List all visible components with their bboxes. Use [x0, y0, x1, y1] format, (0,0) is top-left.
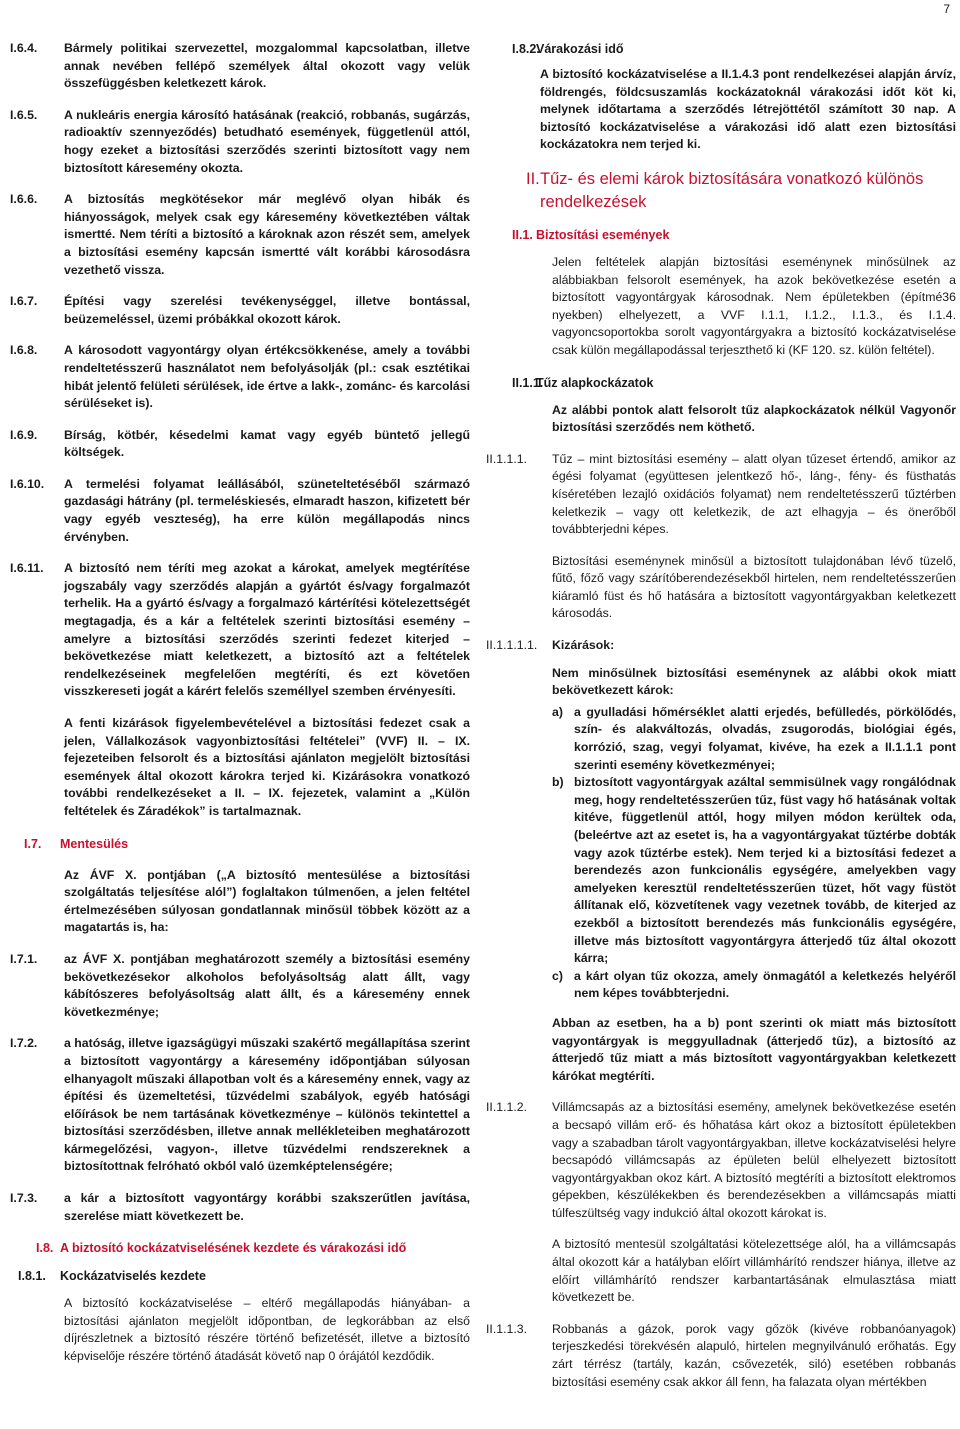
clause-text: Villámcsapás az a biztosítási esemény, amelynek bekövetkezése esetén a becsapó villám erő- és hőhatása kárt okoz a biztosított épületekben vagy a szabadban tárolt vagyontárgyakban, illetve kockázatviselési helyre becsapódó villámcsapás az épületen belül elhelyezett biztosított vagyontárgyakban okoz kárt. A biztosító megtéríti a biztosított elektromos gépekben, készülékekben és berendezésekben a villámcsapás miatti túlfeszültség vagy indukció által okozott károkat is. [552, 1100, 956, 1220]
section-title: Biztosítási események [536, 227, 670, 242]
list-label: a) [552, 704, 563, 719]
section-text: Az alábbi pontok alatt felsorolt tűz alapkockázatok nélkül Vagyonőr biztosítási szerződés nem köthető. [552, 402, 956, 435]
clause-i669 [10, 427, 470, 462]
clause-i6611 [10, 560, 470, 820]
section-title: Mentesülés [60, 836, 129, 851]
clause-i73 [10, 1190, 470, 1225]
section-title: Tűz alapkockázatok [536, 375, 654, 390]
page-number: 7 [943, 2, 950, 16]
clause-text-2: A fenti kizárások figyelembevételével a biztosítási fedezet csak a jelen, Vállalkozások vagyonbiztosítási feltételei” (VVF) II. – IX. fejezeteiben felsorolt és a biztosítási ajánlaton megjelölt biztosítási események által okozott károkra terjed ki. Kizárásokra vonatkozó további rendelkezéseket a II. – IX. fejezetek, valamint a „Külön feltételek és Záradékok” is tartalmaznak. [64, 716, 470, 818]
list-text: a gyulladási hőmérséklet alatti erjedés, befülledés, pörkölődés, szín- és alakváltozás, olvadás, zsugorodás, biológiai égés, korrózió, szag, vegyi folyamat, kivéve, ha ezek a II.1.1.1 pont szerinti esemény következményei; [574, 704, 956, 772]
section-intro: Az ÁVF X. pontjában („A biztosító mentesülése a biztosítási szolgáltatás teljesítése alól”) foglaltakon túlmenően, a jelen feltétel értelmezésében súlyosan gondatlannak minősül többek között az a magatartás is, ha: [64, 867, 470, 935]
exclusion-list [552, 704, 956, 1003]
list-label: c) [552, 968, 563, 983]
clause-number: I.7.3. [10, 1191, 38, 1206]
clause-intro: Nem minősülnek biztosítási eseménynek az alábbi okok miatt bekövetkezett károk: [552, 665, 956, 698]
clause-text: Robbanás a gázok, porok vagy gőzök (kivéve robbanóanyagok) terjeszkedési törekvésén alapuló, hirtelen megnyilvánuló erőhatás. Egy zárt térrész (tartály, kazán, csővezeték, siló) esetében robbanás biztosítási esemény csak akkor áll fenn, ha falazata olyan mértékben [552, 1321, 956, 1389]
clause-number: I.7.2. [10, 1036, 38, 1051]
list-item [552, 704, 956, 774]
section-text: A biztosító kockázatviselése a II.1.4.3 pont rendelkezései alapján árvíz, földrengés, földcsuszamlás kockázatoknál várakozási időt köt ki, melynek időtartama a szerződés létrejöttétől számított 30 nap. A biztosító kockázatviselése a várakozási idő alatt ezen biztosítási kockázatokra nem terjed ki. [540, 67, 956, 152]
section-number: I.7. [24, 836, 42, 851]
clause-ii113 [486, 1321, 956, 1391]
section-number: I.8.2. [512, 42, 540, 56]
clause-text: A biztosító nem téríti meg azokat a károkat, amelyek megtérítése jogszabály vagy szerződés alapján a gyártót és/vagy forgalmazót terhelik. Ha a gyártó és/vagy a forgalmazó kártérítési kötelezettségét megtagadja, és a kár a feltételek szerinti biztosítási esemény – amelyre a biztosítási szerződés szerinti fedezet kiterjed – bekövetkezése miatt keletkezett, a biztosító azt a feltételek rendelkezéseinek megfelelően megtéríti, és ezt követően visszkereseti jogát a kárért felelős személlyel szemben érvényesíti. [64, 561, 470, 699]
clause-number: II.1.1.1.1. [486, 638, 538, 653]
clause-ii1111 [486, 637, 956, 1085]
clause-i71 [10, 951, 470, 1021]
section-number: I.8. [36, 1241, 54, 1256]
chapter-ii [526, 168, 956, 214]
clause-title: Kizárások: [552, 638, 615, 653]
clause-text: Építési vagy szerelési tevékenységgel, illetve bontással, beüzemeléssel, üzemi próbákkal okozott károk. [64, 294, 470, 326]
section-i7 [10, 835, 470, 937]
section-number: II.1. [512, 227, 533, 242]
clause-text: Bármely politikai szervezettel, mozgalommal kapcsolatban, illetve annak nevében fellépő személyek által okozott vagy velük összefüggésben keletkezett károk. [64, 41, 470, 91]
clause-number: II.1.1.1. [486, 451, 528, 466]
clause-text: A termelési folyamat leállásából, szüneteltetéséből származó gazdasági hátrány (pl. termeléskiesés, elmaradt haszon, kifizetett bér vagy egyéb veszteség), ha erre külön megállapodás nincs érvényben. [64, 476, 470, 544]
clause-i666 [10, 191, 470, 279]
clause-number: I.7.1. [10, 951, 38, 966]
section-ii11 [486, 374, 956, 437]
clause-ii111 [486, 451, 956, 623]
clause-number: I.6.10. [10, 476, 45, 491]
clause-number: I.6.7. [10, 294, 38, 309]
list-item [552, 774, 956, 968]
section-text: A biztosító kockázatviselése – eltérő megállapodás hiányában- a biztosítási ajánlaton megjelölt időpontban, de legkorábban az első díjrészletnek a biztosító részére történő befizetését, illetve a biztosító képviselője részére történő átadását követő nap 0 órájától kezdődik. [64, 1296, 470, 1364]
clause-text: A biztosítás megkötésekor már meglévő olyan hibák és hiányosságok, melyek csak egy káresemény következtében váltak ismertté. Nem téríti a biztosító a károknak azon részét sem, amelyek a biztosítási esemény kapcsán ismertté vált korábbi károsodásra vezethető vissza. [64, 192, 470, 277]
clause-i665 [10, 107, 470, 177]
clause-number: I.6.4. [10, 41, 38, 55]
clause-i668 [10, 342, 470, 412]
clause-number: I.6.11. [10, 561, 44, 576]
clause-i667 [10, 293, 470, 328]
chapter-number: II. [526, 169, 540, 188]
clause-text: A nukleáris energia károsító hatásának (reakció, robbanás, sugárzás, radioaktív szennyeződés) betudható események, függetlenül attól, hogy ezeket a biztosítási szerződés szerinti biztosított vagy nem biztosított káresemény okozta. [64, 107, 470, 175]
section-title: A biztosító kockázatviselésének kezdete és várakozási idő [60, 1241, 407, 1256]
section-i81 [10, 1267, 470, 1365]
clause-number: II.1.1.3. [486, 1321, 528, 1336]
clause-number: I.6.6. [10, 192, 38, 207]
clause-number: I.6.9. [10, 427, 38, 442]
clause-text: a hatóság, illetve igazságügyi műszaki szakértő megállapítása szerint a biztosított vagyontárgy a káresemény időpontjában súlyosan elhanyagolt műszaki állapotban volt és a káresemény ennek, vagy az építési és üzemeltetési, tűzvédelmi szabályok, egyéb hatósági előírások be nem tartásának következménye – különös tekintettel a biztosítási szerződésben, illetve annak mellékleteiben meghatározott kármegelőzési, vagyon-, illetve tűzvédelmi rendszereknek a biztosítottnak felróható okból való üzemképtelenségére; [64, 1036, 470, 1174]
list-text: biztosított vagyontárgyak azáltal semmisülnek vagy rongálódnak meg, hogy rendeltetésszerűen tűz, füst vagy hő hatásának voltak kitéve, függetlenül attól, hogy milyen módon kerültek oda, (beleértve azt az esetet is, ha a vagyontárgyakat tűztérbe dobták vagy azok tűztérbe estek). Nem terjed ki a biztosítási fedezet a berendezés azon funkcionális egységére, amelyekben vagy amelyeken keresztül rendeltetésszerűen tüzet, hőt vagy füstöt állítanak elő, közvetítenek vagy vezetnek tovább, de kiterjed az ezekből a biztosított berendezés más funkcionális egységére, illetve más biztosított vagyontárgyra átterjedő tűz által okozott kárra; [574, 775, 956, 966]
section-text: Jelen feltételek alapján biztosítási eseménynek minősülnek az alábbiakban felsorolt események, ha azok bekövetkezése esetén a biztosított vagyontárgyak károsodnak. Nem épületekben (építmé36 nyekben) elhelyezett, a VVF I.1.1, I.1.2., I.1.3., és I.1.4. vagyoncsoportokba sorolt vagyontárgyakra a biztosító kockázatviselése csak külön megállapodással terjeszthető ki (KF 120. sz. külön feltétel). [552, 254, 956, 357]
left-column [10, 40, 470, 1380]
clause-i6610 [10, 476, 470, 546]
section-number: II.1.1. [512, 375, 544, 390]
list-label: b) [552, 775, 564, 790]
clause-text: Tűz – mint biztosítási esemény – alatt olyan tűzeset értendő, amikor az égési folyamat (együttesen jelentkező hő-, láng-, fény- és füsthatás kíséretében lezajló oxidációs folyamat) nem rendeltetésszerű tűztérben keletkezik – vagy ott keletkezik, de azt elhagyja – és önerőből továbbterjedni képes. [552, 451, 956, 537]
list-item [552, 968, 956, 1003]
clause-text-2: A biztosító mentesül szolgáltatási kötelezettsége alól, ha a villámcsapás által okozott kár a hatályban előírt villámhárító rendszer hiánya, illetve az előírt villámhárító rendszer karbantartásának elmulasztása miatt következett be. [552, 1237, 956, 1305]
clause-i72 [10, 1035, 470, 1176]
clause-outro: Abban az esetben, ha a b) pont szerinti ok miatt más biztosított vagyontárgyak is meggyulladnak (átterjedő tűz), a biztosító az átterjedő tűz miatt a más biztosított vagyontárgyakban keletkezett kárókat megtéríti. [552, 1015, 956, 1083]
clause-number: I.6.8. [10, 343, 38, 358]
section-i8 [10, 1239, 470, 1257]
clause-text: Bírság, kötbér, késedelmi kamat vagy egyéb büntető jellegű költségek. [64, 427, 470, 460]
list-text: a kárt olyan tűz okozza, amely önmagától a keletkezés helyéről nem képes továbbterjedni. [574, 968, 956, 1001]
clause-number: I.6.5. [10, 107, 38, 122]
section-i82 [486, 40, 956, 154]
right-column [486, 40, 956, 1405]
clause-text: A károsodott vagyontárgy olyan értékcsökkenése, amely a további rendeltetésszerű használatot nem befolyásolják (pl.: csak esztétikai hibát jelentő felületi sérülések, ide értve a lakk-, zománc- és karcolási sérüléseket is). [64, 343, 470, 411]
chapter-title: Tűz- és elemi károk biztosítására vonatkozó különös rendelkezések [540, 169, 924, 211]
clause-text-2: Biztosítási eseménynek minősül a biztosított tulajdonában lévő tüzelő, fűtő, főző vagy szárítóberendezésekből hirtelen, nem rendeltetésszerűen kiáramló füst és hő hatására a biztosított vagyontárgyakban keletkezett károsodás. [552, 553, 956, 621]
clause-i664 [10, 40, 470, 93]
section-title: Kockázatviselés kezdete [60, 1269, 206, 1284]
section-title: Várakozási idő [536, 42, 624, 56]
clause-text: a kár a biztosított vagyontárgy korábbi szakszerűtlen javítása, szerelése miatt következett be. [64, 1191, 470, 1223]
clause-ii112 [486, 1099, 956, 1307]
clause-number: II.1.1.2. [486, 1100, 528, 1115]
clause-text: az ÁVF X. pontjában meghatározott személy a biztosítási esemény bekövetkezésekor alkoholos befolyásoltság alatt állt, vagy kábítószeres befolyásoltság alatt állt, és a káresemény ennek következménye; [64, 951, 470, 1019]
section-number: I.8.1. [18, 1269, 46, 1284]
section-ii1 [486, 226, 956, 360]
